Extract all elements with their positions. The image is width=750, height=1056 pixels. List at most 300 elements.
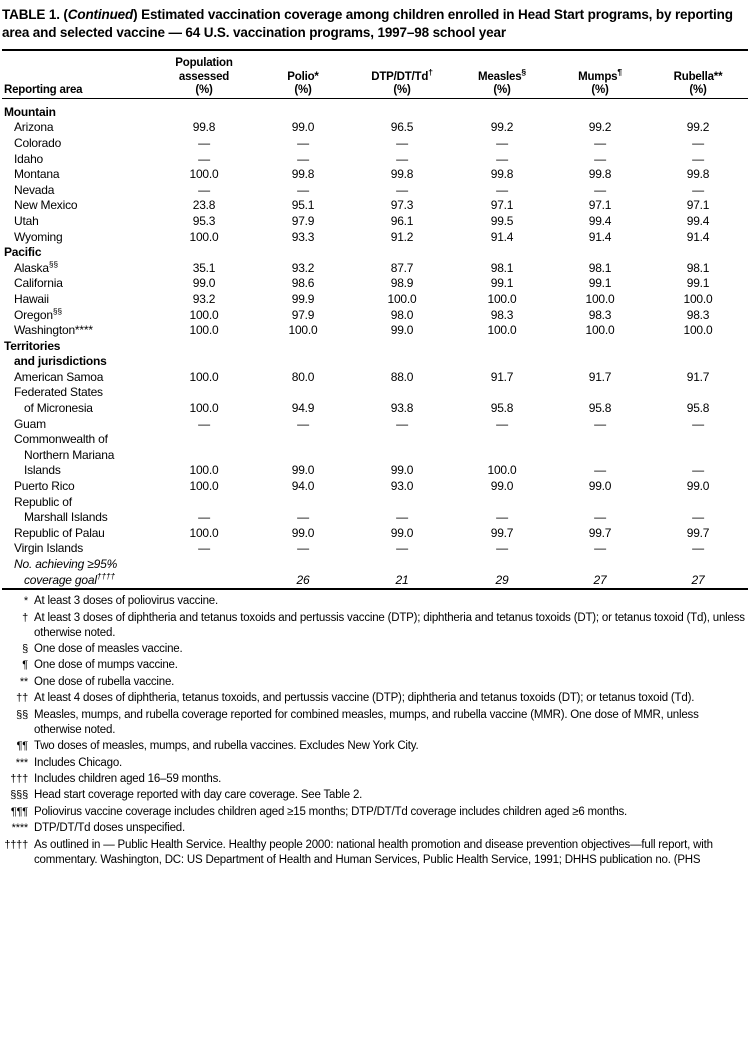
- footnote-marker: ¶¶¶: [10, 805, 28, 818]
- table-cell: —: [297, 416, 309, 431]
- table-cell: [552, 105, 648, 121]
- table-row: [2, 323, 748, 339]
- table-row: [2, 401, 748, 417]
- footnote-marker: †: [22, 611, 28, 624]
- footnote-marker: §§§: [10, 789, 28, 802]
- table-cell: 99.9: [291, 291, 315, 306]
- table-cell: [254, 105, 352, 121]
- table-cell: —: [496, 541, 508, 556]
- footnote-marker: ****: [11, 822, 28, 835]
- table-cell: [452, 245, 552, 261]
- table-cell: 35.1: [192, 260, 216, 275]
- row-label: California: [14, 276, 63, 291]
- table-cell: [254, 557, 352, 573]
- table-cell: [254, 432, 352, 448]
- table-cell: 93.2: [192, 291, 216, 306]
- table-row: [2, 105, 748, 121]
- table-row: [2, 152, 748, 168]
- table-cell: —: [198, 416, 210, 431]
- table-cell: 99.0: [686, 479, 710, 494]
- table-cell: 100.0: [189, 463, 219, 478]
- table-header-row: [2, 57, 748, 98]
- table-cell: 100.0: [487, 463, 517, 478]
- table-cell: —: [594, 182, 606, 197]
- table-cell: [254, 245, 352, 261]
- row-label: American Samoa: [14, 369, 104, 384]
- table-cell: 27: [593, 572, 607, 587]
- table-cell: 100.0: [683, 323, 713, 338]
- table-row: [2, 230, 748, 246]
- table-cell: 99.0: [291, 120, 315, 135]
- footnote-text: One dose of rubella vaccine.: [34, 675, 175, 688]
- table-cell: [352, 354, 452, 370]
- table-cell: 91.4: [588, 229, 612, 244]
- table-cell: [352, 385, 452, 401]
- footnote-marker: §§: [16, 708, 28, 721]
- table-cell: [154, 573, 254, 590]
- row-label: Guam: [14, 416, 46, 431]
- table-cell: 99.0: [390, 323, 414, 338]
- table-cell: 87.7: [390, 260, 414, 275]
- table-cell: [154, 354, 254, 370]
- table-cell: 97.9: [291, 307, 315, 322]
- table-cell: —: [594, 541, 606, 556]
- footnote-text: One dose of mumps vaccine.: [34, 659, 178, 672]
- row-label: New Mexico: [14, 198, 78, 213]
- table-cell: 95.8: [588, 401, 612, 416]
- column-header: Polio* (%): [287, 70, 319, 97]
- table-cell: 100.0: [189, 323, 219, 338]
- table-cell: 97.3: [390, 198, 414, 213]
- table-row: [2, 417, 748, 433]
- row-label: Republic of: [14, 494, 72, 509]
- table-cell: [154, 448, 254, 464]
- table-cell: 93.3: [291, 229, 315, 244]
- footnote-marker: *: [23, 595, 28, 608]
- table-cell: —: [496, 182, 508, 197]
- table-row: [2, 167, 748, 183]
- table-cell: 100.0: [189, 369, 219, 384]
- table-cell: [648, 339, 748, 355]
- row-label: Northern Mariana: [24, 447, 115, 462]
- table-cell: —: [692, 182, 704, 197]
- table-cell: —: [692, 463, 704, 478]
- table-cell: [452, 339, 552, 355]
- table-cell: [352, 495, 452, 511]
- table-cell: 99.0: [390, 463, 414, 478]
- footnote: [2, 739, 748, 754]
- row-label: Utah: [14, 213, 39, 228]
- table-cell: [154, 245, 254, 261]
- row-label: Idaho: [14, 151, 44, 166]
- table-cell: 95.8: [686, 401, 710, 416]
- table-cell: —: [297, 541, 309, 556]
- column-header: Population assessed (%): [175, 57, 233, 97]
- table-cell: 98.1: [588, 260, 612, 275]
- table-cell: [452, 105, 552, 121]
- table-cell: [648, 495, 748, 511]
- table-cell: —: [692, 541, 704, 556]
- table-cell: [452, 354, 552, 370]
- table-cell: 99.5: [490, 213, 514, 228]
- table-cell: —: [198, 151, 210, 166]
- table-cell: 100.0: [189, 307, 219, 322]
- table-row: [2, 198, 748, 214]
- table-cell: —: [396, 541, 408, 556]
- table-cell: [452, 385, 552, 401]
- table-cell: [154, 557, 254, 573]
- row-label: Arizona: [14, 120, 54, 135]
- row-label: and jurisdictions: [14, 354, 107, 369]
- footnote-marker: ¶¶: [16, 740, 28, 753]
- row-label: Pacific: [4, 245, 42, 260]
- table-cell: —: [396, 416, 408, 431]
- table-cell: —: [198, 510, 210, 525]
- footnote-text: Two doses of measles, mumps, and rubella vaccines. Excludes New York City.: [34, 740, 419, 753]
- table-row: [2, 136, 748, 152]
- table-cell: —: [692, 416, 704, 431]
- table-cell: 21: [395, 572, 409, 587]
- table-cell: 91.7: [490, 369, 514, 384]
- row-label: Marshall Islands: [24, 510, 108, 525]
- table-cell: [352, 448, 452, 464]
- table-cell: [648, 245, 748, 261]
- table-cell: —: [396, 510, 408, 525]
- title-suffix: ) Estimated vaccination coverage among children enrolled in Head Start programs, by reporting area and selected vaccine — 64 U.S. vaccination programs, 1997–98 school year: [2, 7, 733, 40]
- table-cell: 98.0: [390, 307, 414, 322]
- table-cell: 99.0: [291, 525, 315, 540]
- table-row: [2, 276, 748, 292]
- table-row: [2, 510, 748, 526]
- footnote-text: Includes children aged 16–59 months.: [34, 773, 222, 785]
- table-cell: 99.2: [490, 120, 514, 135]
- table-cell: [552, 495, 648, 511]
- table-cell: 100.0: [189, 401, 219, 416]
- table-row: [2, 432, 748, 448]
- footnote: [2, 675, 748, 690]
- table-cell: [154, 105, 254, 121]
- table-cell: 95.1: [291, 198, 315, 213]
- table-cell: 98.1: [686, 260, 710, 275]
- row-label: Montana: [14, 167, 60, 182]
- table-cell: 99.2: [686, 120, 710, 135]
- table-cell: 99.0: [291, 463, 315, 478]
- table-cell: 91.7: [588, 369, 612, 384]
- table-cell: 96.5: [390, 120, 414, 135]
- table-cell: 97.1: [686, 198, 710, 213]
- table-cell: 29: [495, 572, 509, 587]
- footnote-text: Includes Chicago.: [34, 756, 123, 769]
- table-cell: 98.3: [686, 307, 710, 322]
- table-cell: 97.1: [490, 198, 514, 213]
- footnote-text: At least 3 doses of poliovirus vaccine.: [34, 595, 218, 608]
- table-row: [2, 214, 748, 230]
- footnote-marker: ¶: [22, 659, 28, 672]
- footnote: [2, 691, 748, 706]
- table-cell: [452, 495, 552, 511]
- table-cell: [154, 495, 254, 511]
- table-row: [2, 463, 748, 479]
- table-cell: [552, 354, 648, 370]
- table-cell: [254, 448, 352, 464]
- table-cell: 100.0: [585, 291, 615, 306]
- table-cell: [452, 448, 552, 464]
- table-cell: —: [594, 416, 606, 431]
- table-cell: [452, 432, 552, 448]
- table-row: [2, 292, 748, 308]
- table-cell: —: [692, 135, 704, 150]
- table-cell: [352, 557, 452, 573]
- footnote: [2, 756, 748, 771]
- table-cell: 98.3: [490, 307, 514, 322]
- footnote: [2, 611, 748, 641]
- table-cell: 100.0: [189, 525, 219, 540]
- row-label: Hawaii: [14, 291, 49, 306]
- table-cell: 23.8: [192, 198, 216, 213]
- table-cell: 99.0: [490, 479, 514, 494]
- row-label: Alaska§§: [14, 258, 58, 275]
- footnote: [2, 594, 748, 609]
- footnote-text: Poliovirus vaccine coverage includes children aged ≥15 months; DTP/DT/Td coverage includes children aged ≥6 months.: [34, 805, 628, 818]
- footnote-marker: †††: [10, 773, 28, 785]
- table-cell: [254, 495, 352, 511]
- table-cell: 93.8: [390, 401, 414, 416]
- table-cell: 100.0: [487, 323, 517, 338]
- table-cell: 80.0: [291, 369, 315, 384]
- footnote: [2, 788, 748, 803]
- table-cell: [648, 432, 748, 448]
- footnote: [2, 658, 748, 673]
- vaccination-coverage-table: [2, 49, 748, 591]
- table-cell: 100.0: [683, 291, 713, 306]
- table-cell: 99.8: [686, 167, 710, 182]
- table-cell: [352, 105, 452, 121]
- column-header: Mumps¶ (%): [578, 66, 622, 97]
- table-cell: 100.0: [189, 167, 219, 182]
- table-cell: 93.0: [390, 479, 414, 494]
- table-cell: —: [198, 182, 210, 197]
- row-label: Washington****: [14, 323, 93, 338]
- table-cell: 99.1: [588, 276, 612, 291]
- table-row: [2, 183, 748, 199]
- table-cell: —: [496, 416, 508, 431]
- table-cell: 99.1: [490, 276, 514, 291]
- footnote: [2, 838, 748, 868]
- table-cell: [648, 448, 748, 464]
- table-cell: —: [297, 182, 309, 197]
- row-label: Mountain: [4, 104, 56, 119]
- table-row: [2, 385, 748, 401]
- table-cell: [552, 385, 648, 401]
- table-cell: 98.3: [588, 307, 612, 322]
- row-label: Oregon§§: [14, 305, 62, 322]
- table-cell: —: [496, 151, 508, 166]
- table-cell: 98.6: [291, 276, 315, 291]
- table-cell: [552, 557, 648, 573]
- table-cell: 99.0: [192, 276, 216, 291]
- table-cell: [648, 385, 748, 401]
- footnote-text: Measles, mumps, and rubella coverage reported for combined measles, mumps, and rubella vaccine (MMR). One dose of MMR, unless otherwise noted.: [34, 708, 699, 736]
- table-cell: 97.1: [588, 198, 612, 213]
- table-cell: [648, 557, 748, 573]
- table-cell: 91.2: [390, 229, 414, 244]
- table-cell: 94.9: [291, 401, 315, 416]
- column-header-reporting-area: Reporting area: [4, 84, 83, 97]
- footnote-text: One dose of measles vaccine.: [34, 643, 183, 655]
- table-row: [2, 245, 748, 261]
- table-cell: —: [496, 135, 508, 150]
- table-cell: 99.2: [588, 120, 612, 135]
- table-cell: [154, 385, 254, 401]
- row-label: Commonwealth of: [14, 432, 108, 447]
- table-cell: 95.8: [490, 401, 514, 416]
- footnotes: [2, 594, 748, 867]
- row-label: No. achieving ≥95%: [14, 557, 118, 571]
- table-cell: —: [594, 135, 606, 150]
- footnote-text: Head start coverage reported with day care coverage. See Table 2.: [34, 789, 363, 802]
- table-cell: —: [496, 510, 508, 525]
- row-label: Puerto Rico: [14, 479, 75, 494]
- footnote: [2, 821, 748, 836]
- table-cell: 99.7: [686, 525, 710, 540]
- table-cell: 26: [296, 572, 310, 587]
- table-cell: 99.8: [490, 167, 514, 182]
- column-header: Measles§ (%): [478, 66, 526, 97]
- table-cell: —: [198, 541, 210, 556]
- table-cell: 100.0: [288, 323, 318, 338]
- table-cell: 100.0: [387, 291, 417, 306]
- table-cell: 99.4: [686, 213, 710, 228]
- row-label: Federated States: [14, 385, 103, 400]
- table-cell: [552, 448, 648, 464]
- row-label: Colorado: [14, 135, 62, 150]
- table-row: [2, 495, 748, 511]
- table-cell: [552, 245, 648, 261]
- table-cell: [648, 105, 748, 121]
- table-cell: 100.0: [585, 323, 615, 338]
- row-label: Nevada: [14, 182, 55, 197]
- table-cell: 91.4: [686, 229, 710, 244]
- table-cell: 99.4: [588, 213, 612, 228]
- table-cell: —: [297, 510, 309, 525]
- table-row: [2, 479, 748, 495]
- table-row: [2, 339, 748, 355]
- table-row: [2, 261, 748, 277]
- table-cell: —: [594, 510, 606, 525]
- table-cell: 99.7: [490, 525, 514, 540]
- table-row: [2, 370, 748, 386]
- table-cell: 99.8: [390, 167, 414, 182]
- table-cell: 99.8: [192, 120, 216, 135]
- footnote-marker: ***: [15, 756, 28, 769]
- table-row: [2, 573, 748, 590]
- table-cell: 100.0: [487, 291, 517, 306]
- table-row: [2, 526, 748, 542]
- table-cell: 99.0: [390, 525, 414, 540]
- footnote: [2, 642, 748, 657]
- footnote: [2, 708, 748, 738]
- table-cell: 99.8: [291, 167, 315, 182]
- table-cell: [352, 339, 452, 355]
- footnote-text: DTP/DT/Td doses unspecified.: [34, 822, 185, 835]
- footnote-marker: §: [22, 643, 28, 655]
- table-row: [2, 308, 748, 324]
- table-cell: [452, 557, 552, 573]
- table-cell: 88.0: [390, 369, 414, 384]
- row-label: Wyoming: [14, 229, 63, 244]
- table-cell: —: [692, 510, 704, 525]
- table-cell: —: [692, 151, 704, 166]
- table-cell: —: [297, 151, 309, 166]
- rule-bottom: [2, 589, 748, 591]
- column-header: DTP/DT/Td† (%): [371, 66, 433, 97]
- row-label: Virgin Islands: [14, 541, 84, 556]
- table-cell: 95.3: [192, 213, 216, 228]
- table-cell: 98.9: [390, 276, 414, 291]
- footnote-marker: **: [19, 675, 28, 688]
- table-row: [2, 541, 748, 557]
- table-row: [2, 354, 748, 370]
- footnote-text: As outlined in — Public Health Service. Healthy people 2000: national health promotion and disease prevention objectives—full report, with commentary. Washington, DC: US Department of Health and Human Services, Public Health Service, 1991; DHHS publication no. (PHS: [34, 838, 713, 866]
- row-label: of Micronesia: [24, 401, 93, 416]
- table-cell: 98.1: [490, 260, 514, 275]
- row-label: Territories: [4, 338, 61, 353]
- table-cell: [352, 432, 452, 448]
- table-cell: 100.0: [189, 479, 219, 494]
- table-cell: —: [594, 463, 606, 478]
- table-cell: —: [297, 135, 309, 150]
- table-cell: [154, 339, 254, 355]
- table-cell: [552, 432, 648, 448]
- footnote-marker: ††††: [4, 838, 28, 851]
- table-cell: [648, 354, 748, 370]
- table-cell: —: [396, 151, 408, 166]
- title-prefix: TABLE 1. (: [2, 7, 68, 22]
- footnote: [2, 772, 748, 787]
- title-italic: Continued: [67, 7, 134, 22]
- table-cell: [154, 432, 254, 448]
- table-cell: 99.7: [588, 525, 612, 540]
- table-cell: 99.8: [588, 167, 612, 182]
- table-row: [2, 120, 748, 136]
- table-cell: [552, 339, 648, 355]
- table-cell: 100.0: [189, 229, 219, 244]
- footnote-text: At least 4 doses of diphtheria, tetanus toxoids, and pertussis vaccine (DTP); diphtheria and tetanus toxoids (DT); or tetanus toxoid (Td).: [34, 692, 695, 705]
- table-cell: 27: [691, 572, 705, 587]
- table-cell: 91.4: [490, 229, 514, 244]
- row-label: Republic of Palau: [14, 525, 105, 540]
- table-cell: [254, 354, 352, 370]
- table-cell: 99.0: [588, 479, 612, 494]
- row-label: coverage goal††††: [24, 570, 115, 587]
- table-title: [2, 6, 748, 41]
- table-cell: —: [594, 151, 606, 166]
- table-cell: 97.9: [291, 213, 315, 228]
- table-cell: [352, 245, 452, 261]
- table-cell: [254, 385, 352, 401]
- table-cell: 94.0: [291, 479, 315, 494]
- table-cell: —: [198, 135, 210, 150]
- table-cell: [254, 339, 352, 355]
- footnote-text: At least 3 doses of diphtheria and tetanus toxoids and pertussis vaccine (DTP); diphtheria and tetanus toxoids (DT); or tetanus toxoid (Td), unless otherwise noted.: [34, 611, 745, 639]
- table-cell: 93.2: [291, 260, 315, 275]
- table-cell: 96.1: [390, 213, 414, 228]
- footnote: [2, 805, 748, 820]
- row-label: Islands: [24, 463, 61, 478]
- table-cell: 99.1: [686, 276, 710, 291]
- table-cell: —: [396, 182, 408, 197]
- column-header: Rubella** (%): [673, 70, 723, 97]
